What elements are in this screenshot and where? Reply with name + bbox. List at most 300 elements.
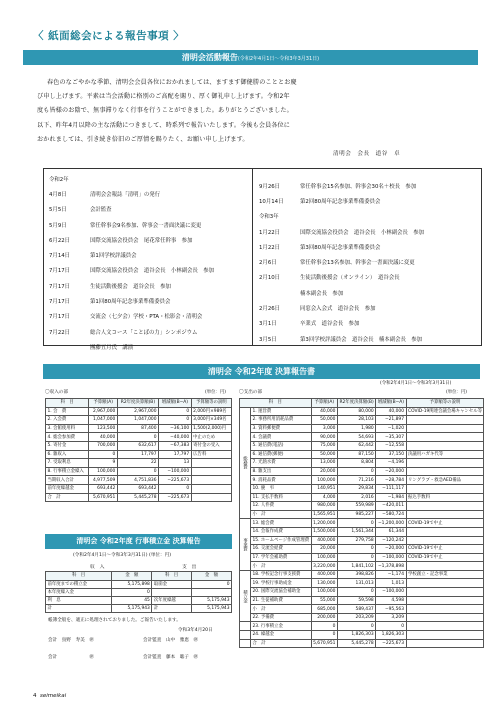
table-cell: 5,670,951 — [89, 493, 117, 502]
event-date: 5月5日 — [49, 207, 67, 214]
table-cell: 0 — [337, 553, 375, 562]
table-row — [240, 450, 484, 459]
event-date: 3月1日 — [259, 321, 277, 328]
event-text: 楠本副会長 参加 — [300, 290, 344, 297]
table-cell: 589,437 — [337, 605, 375, 614]
table-cell: 取崩金 — [152, 580, 192, 588]
table-cell — [406, 536, 484, 545]
table-cell — [406, 484, 484, 493]
col-header: 予算額等の説明 — [191, 399, 231, 408]
event-row — [44, 339, 252, 354]
table-cell: 398,826 — [337, 570, 375, 579]
table-cell: 5. 通信費(電話) — [251, 441, 312, 450]
table-cell: 17,797 — [117, 450, 158, 459]
event-date: 令和2年 — [49, 176, 69, 183]
table-cell: 7. 光熱水費 — [251, 459, 312, 468]
table-cell: −100,000 — [159, 467, 192, 476]
table-row — [240, 519, 484, 528]
table-cell: 1,841,102 — [337, 562, 375, 571]
event-row — [44, 247, 252, 262]
table-row — [46, 424, 232, 433]
table-cell: 59,598 — [337, 596, 375, 605]
table-cell: 11. 支払手数料 — [251, 493, 312, 502]
table-row — [46, 407, 232, 416]
table-row — [240, 493, 484, 502]
table-cell: 12. 人件費 — [251, 502, 312, 511]
event-date: 7月17日 — [49, 299, 71, 306]
table-cell: 5,445,278 — [117, 493, 158, 502]
col-header: 金 額 — [112, 572, 152, 581]
table-cell: 100,000 — [311, 476, 337, 485]
table-cell: 5,175,898 — [112, 580, 152, 588]
table-cell: リングラブ・救急AED備品 — [406, 476, 484, 485]
budget-bar — [43, 364, 480, 379]
expense-header-row — [240, 399, 484, 408]
table-cell — [406, 527, 484, 536]
table-row — [46, 580, 232, 588]
table-cell — [191, 493, 231, 502]
income-body — [46, 407, 232, 502]
events-timeline — [43, 168, 482, 351]
table-cell: COVID-19で中止 — [406, 553, 484, 562]
table-cell: 131,013 — [337, 579, 375, 588]
table-cell: 5. 寄付金 — [46, 441, 89, 450]
table-cell: 8. 雑支出 — [251, 467, 312, 476]
event-row — [254, 254, 480, 269]
table-cell: 0 — [191, 580, 231, 588]
activity-report-bar — [23, 50, 478, 65]
table-cell: 3. 資料郵便費 — [251, 424, 312, 433]
event-text: 総合人文コース「ことばの力」シンポジウム — [90, 329, 198, 336]
table-cell: COVID-19で中止 — [406, 519, 484, 528]
reserve-title: 清明会 令和2年度 行事積立金 決算報告 — [76, 537, 201, 545]
table-cell: 10. 慶 弔 — [251, 484, 312, 493]
event-row — [44, 232, 252, 247]
table-cell: 279,758 — [337, 536, 375, 545]
table-cell: 0 — [159, 416, 192, 425]
table-cell: 計 — [46, 605, 112, 613]
event-date: 3月5日 — [259, 336, 277, 343]
table-row — [46, 467, 232, 476]
table-cell: −20,000 — [376, 545, 406, 554]
table-cell: 寄付金の受入 — [191, 441, 231, 450]
table-cell: 2,000円×989名 — [191, 407, 231, 416]
table-cell: 20. 国際交流協会補助金 — [251, 588, 312, 597]
table-cell: 3,209 — [376, 613, 406, 622]
table-row — [240, 407, 484, 416]
table-cell — [406, 596, 484, 605]
table-cell: 0 — [117, 433, 158, 442]
col-header: 科 目 — [240, 399, 312, 408]
report-signer: 清明会 会長 道谷 卓 — [333, 151, 401, 157]
table-cell: 123,500 — [89, 424, 117, 433]
table-row — [240, 570, 484, 579]
event-date: 5月9日 — [49, 222, 67, 229]
table-cell: 1,047,000 — [89, 416, 117, 425]
activity-report-title: 清明会活動報告 — [181, 53, 238, 62]
table-cell: 90,000 — [311, 433, 337, 442]
table-cell: 17,797 — [159, 450, 192, 459]
table-cell — [406, 416, 484, 425]
table-row — [240, 424, 484, 433]
table-cell: 中止のため — [191, 433, 231, 442]
audit-signer: 会計 ㊞ — [48, 655, 94, 660]
table-cell: 2. 事務所用消耗品費 — [251, 416, 312, 425]
table-cell — [406, 631, 484, 640]
reserve-period: (令和2年4月1日〜令和3年3月31日) — [73, 553, 148, 558]
table-cell: 80,000 — [337, 407, 375, 416]
report-line: 以下、昨年4月以降の主な活動につきまして、時系列で報告いたします。今後も会員各位に — [37, 121, 291, 129]
table-cell: 5,445,278 — [337, 639, 375, 648]
event-row — [254, 239, 480, 254]
table-row — [240, 613, 484, 622]
table-cell: 1,047,000 — [117, 416, 158, 425]
table-cell — [191, 588, 231, 596]
table-cell: 19. 学校行事助成金 — [251, 579, 312, 588]
table-cell: −95,563 — [376, 605, 406, 614]
table-cell: COVID-19で中止 — [406, 545, 484, 554]
table-cell: 40,000 — [89, 433, 117, 442]
table-row — [46, 605, 232, 613]
table-row — [240, 510, 484, 519]
event-text: 第1回学校評議員会 — [90, 253, 137, 260]
event-date: 7月22日 — [49, 329, 71, 336]
table-row — [240, 588, 484, 597]
col-header: 金 額 — [191, 572, 231, 581]
table-cell: 985,227 — [337, 510, 375, 519]
events-right-column — [254, 178, 480, 346]
table-cell: 合 計 — [251, 639, 312, 648]
expense-body — [240, 407, 484, 648]
table-cell: 0 — [311, 622, 337, 631]
table-cell: 17. 学年会補助費 — [251, 553, 312, 562]
table-row — [240, 605, 484, 614]
table-cell: −100,000 — [376, 553, 406, 562]
expense-unit: (単位：円) — [446, 390, 467, 395]
event-row — [44, 202, 252, 217]
column-divider — [252, 169, 253, 345]
table-cell: 21. 生徒補助費 — [251, 596, 312, 605]
event-date: 7月17日 — [49, 283, 71, 290]
table-cell: 61,344 — [376, 527, 406, 536]
table-cell: 9. 消耗品費 — [251, 476, 312, 485]
table-row — [240, 579, 484, 588]
table-row — [46, 459, 232, 468]
event-text: 国際交流協会役員会 尾花常任幹事 参加 — [90, 237, 193, 244]
event-text: 常任幹事会13名参加、幹事会一書面決議に変更 — [300, 260, 415, 267]
activity-report-period: (令和2年4月1日〜令和3年3月31日) — [237, 56, 320, 62]
table-cell: −420,011 — [376, 502, 406, 511]
expense-title: 〇支出の部 — [239, 390, 262, 395]
table-cell: 75,000 — [311, 441, 337, 450]
table-row — [46, 476, 232, 485]
table-cell: 980,000 — [311, 502, 337, 511]
table-cell: 振込手数料 — [406, 493, 484, 502]
table-cell — [240, 639, 251, 648]
reserve-table — [45, 571, 232, 613]
table-cell: 9 — [89, 459, 117, 468]
table-cell: 23. 行事積立金 — [251, 622, 312, 631]
table-cell: 632,617 — [117, 441, 158, 450]
event-date: 6月22日 — [49, 237, 71, 244]
col-header: 増減額(B−A) — [377, 400, 404, 406]
table-cell: 計 — [152, 605, 192, 613]
table-cell: 1,561,344 — [337, 527, 375, 536]
table-cell — [406, 613, 484, 622]
table-cell: 100,000 — [311, 588, 337, 597]
table-cell: 5,670,951 — [313, 640, 336, 646]
table-cell: 前年度繰越金 — [46, 484, 89, 493]
event-row — [44, 186, 252, 201]
table-cell — [406, 510, 484, 519]
table-cell: −111,117 — [376, 484, 406, 493]
footer — [33, 693, 66, 699]
table-cell: 学校創立・記念事業 — [406, 570, 484, 579]
table-cell: 0 — [112, 588, 152, 596]
table-cell: 87,400 — [117, 424, 158, 433]
budget-period: (令和2年4月1日〜令和3年3月31日) — [380, 381, 452, 386]
activity-report-body — [37, 76, 475, 147]
table-cell: 71,216 — [337, 476, 375, 485]
table-cell: 55,000 — [311, 596, 337, 605]
income-header-row — [46, 399, 232, 408]
table-cell: 3,220,000 — [313, 563, 336, 569]
col-header: 科 目 — [46, 399, 89, 408]
table-row — [240, 536, 484, 545]
table-cell — [406, 588, 484, 597]
table-row — [46, 596, 232, 604]
table-cell: 20,000 — [311, 467, 337, 476]
table-cell: −1,174 — [376, 570, 406, 579]
reserve-unit: (単位：円) — [149, 553, 172, 558]
table-cell: 400,000 — [311, 570, 337, 579]
table-cell: −1,020 — [376, 424, 406, 433]
event-date: 1月22日 — [259, 244, 281, 251]
table-cell: 8. 行事積立金繰入 — [46, 467, 89, 476]
table-cell: 利 息 — [46, 596, 112, 604]
table-row — [240, 476, 484, 485]
table-cell — [406, 605, 484, 614]
table-cell: −120,242 — [376, 536, 406, 545]
event-row — [254, 270, 480, 285]
table-cell: 2. 入会費 — [46, 416, 89, 425]
col-header: 予算額(A) — [89, 399, 117, 408]
reserve-period-line — [73, 552, 171, 558]
income-title: 〇収入の部 — [45, 390, 68, 395]
event-date: 9月26日 — [259, 183, 281, 190]
table-cell: 1,013 — [376, 579, 406, 588]
table-cell: 15. ホームページ作成管理費 — [252, 537, 310, 543]
table-row — [240, 441, 484, 450]
table-cell: −12,558 — [376, 441, 406, 450]
table-cell: 40,000 — [376, 407, 406, 416]
event-text: 第2回80周年記念事業準備委員会 — [300, 198, 381, 205]
table-cell: −580,724 — [376, 510, 406, 519]
table-cell: 40,000 — [311, 407, 337, 416]
budget-title: 清明会 令和2年度 決算報告書 — [207, 367, 316, 376]
report-line: おかれましては、引き続き倍旧のご厚情を賜りたく、お願い申し上げます。 — [37, 135, 249, 143]
table-cell: 22 — [117, 459, 158, 468]
event-text: 卒業式 道谷会長 参加 — [300, 321, 360, 328]
event-date: 2月6日 — [259, 260, 277, 267]
table-row — [240, 484, 484, 493]
table-row — [46, 450, 232, 459]
table-cell: 13,000 — [311, 459, 337, 468]
table-cell: 13 — [159, 459, 192, 468]
table-row — [46, 416, 232, 425]
event-row — [44, 278, 252, 293]
table-cell: −21,897 — [376, 416, 406, 425]
event-text: 同窓会入会式 道谷会長 参加 — [300, 306, 376, 313]
table-cell: 24. 繰越金 — [251, 631, 312, 640]
event-row — [254, 178, 480, 193]
table-cell — [406, 433, 484, 442]
table-cell: 203,209 — [337, 613, 375, 622]
table-row — [240, 639, 484, 648]
event-text: 常任幹事会15名参加、幹事会30名＋校長 参加 — [300, 183, 417, 190]
table-cell: 1,500,000 — [313, 529, 336, 535]
table-cell: −67,383 — [159, 441, 192, 450]
table-cell: 1,826,303 — [376, 631, 406, 640]
expense-group-label: 積立金 — [240, 570, 251, 622]
table-cell: 広告料 — [191, 450, 231, 459]
table-cell: 5,175,943 — [191, 605, 231, 613]
table-cell: 62,442 — [337, 441, 375, 450]
table-row — [240, 596, 484, 605]
table-cell: 37,150 — [376, 450, 406, 459]
table-row — [240, 416, 484, 425]
event-date: 2月10日 — [259, 275, 281, 282]
table-cell: 693,442 — [117, 484, 158, 493]
table-cell: 6. 雑収入 — [46, 450, 89, 459]
table-cell: 0 — [376, 622, 406, 631]
reserve-expense-label: 支 出 — [182, 565, 197, 570]
expense-group-label: 総務費 — [240, 407, 251, 519]
income-unit: (単位：円) — [205, 390, 226, 395]
table-cell: 200,000 — [311, 613, 337, 622]
audit-signer: 会計監査 山中 雅恵 ㊞ — [143, 638, 199, 643]
table-cell: 小 計 — [251, 510, 312, 519]
event-row — [254, 300, 480, 315]
table-cell: 559,989 — [337, 502, 375, 511]
table-cell: 22. 予備費 — [251, 613, 312, 622]
table-row — [46, 588, 232, 596]
table-cell: 3,000 — [311, 424, 337, 433]
table-cell — [191, 467, 231, 476]
table-cell: −40,000 — [159, 433, 192, 442]
table-cell — [406, 424, 484, 433]
table-cell — [406, 459, 484, 468]
table-cell: 2,967,000 — [89, 407, 117, 416]
table-cell: 140,951 — [311, 484, 337, 493]
table-cell: 29,834 — [337, 484, 375, 493]
table-cell — [191, 459, 231, 468]
report-line: び申し上げます。平素は当会活動に格別のご高配を賜り、厚く御礼申し上げます。令和2年 — [37, 93, 290, 101]
table-cell: 1,200,000 — [313, 520, 336, 526]
table-row — [46, 484, 232, 493]
table-row — [240, 622, 484, 631]
table-cell: 6. 通信費(郵便) — [251, 450, 312, 459]
table-cell: −35,307 — [376, 433, 406, 442]
table-cell: 685,000 — [311, 605, 337, 614]
table-cell: −225,673 — [159, 476, 192, 485]
table-row — [240, 459, 484, 468]
reserve-income-label: 収 入 — [90, 565, 105, 570]
table-cell — [191, 476, 231, 485]
table-cell: 8,804 — [337, 459, 375, 468]
table-cell: 1. 会 費 — [46, 407, 89, 416]
table-cell: −225,673 — [376, 639, 406, 648]
table-row — [46, 493, 232, 502]
table-row — [240, 502, 484, 511]
table-cell: 3,000円×349名 — [191, 416, 231, 425]
col-header: 予算額(A) — [311, 399, 337, 408]
table-cell: 4,751,836 — [117, 476, 158, 485]
table-cell — [152, 588, 192, 596]
table-cell: 16. 交流会経費 — [251, 545, 312, 554]
event-text: 国際交流協会役員会 道谷会長 小林副会長 参加 — [300, 229, 424, 236]
table-cell: 13. 総会費 — [251, 519, 312, 528]
table-cell: 693,442 — [89, 484, 117, 493]
table-cell: 次年度繰越 — [152, 596, 192, 604]
col-header: 科 目 — [46, 572, 112, 581]
table-cell: COVID-19関連会議会場キャンセル等 — [408, 408, 482, 414]
table-cell: 4,000 — [311, 493, 337, 502]
col-header: R2年度決算額(B) — [117, 399, 158, 408]
table-row — [240, 467, 484, 476]
table-cell: 0 — [337, 519, 375, 528]
table-cell: −36,100 — [159, 424, 192, 433]
event-date: 令和3年 — [259, 214, 279, 221]
table-cell: −1,378,898 — [376, 562, 406, 571]
income-table — [45, 398, 232, 502]
table-cell: 2,967,000 — [117, 407, 158, 416]
table-cell: 7. 受取利息 — [46, 459, 89, 468]
audit-statement: 帳簿全般を、適正に処理されておりました。ご報告いたします。 — [48, 618, 181, 623]
event-row — [44, 217, 252, 232]
event-row — [254, 224, 480, 239]
table-cell: 2,016 — [337, 493, 375, 502]
event-row — [44, 263, 252, 278]
expense-table — [239, 398, 484, 648]
table-cell: 50,000 — [311, 450, 337, 459]
table-cell: −28,784 — [376, 476, 406, 485]
table-cell: 4. 会議費 — [251, 433, 312, 442]
table-cell: 50,000 — [311, 416, 337, 425]
event-text: 生徒活動後援会 道谷会長 参加 — [90, 283, 171, 290]
event-row — [44, 293, 252, 308]
event-row — [254, 193, 480, 208]
event-row — [44, 309, 252, 324]
table-cell: 0 — [337, 467, 375, 476]
col-header: 科 目 — [152, 572, 192, 581]
table-row — [240, 631, 484, 640]
table-cell: 700,000 — [89, 441, 117, 450]
table-cell: 0 — [337, 545, 375, 554]
event-row — [254, 331, 480, 346]
table-cell: 本年度繰入金 — [46, 588, 112, 596]
event-text: 生徒活動後援会（オンライン） 道谷会長 — [300, 275, 400, 282]
table-cell: 0 — [337, 588, 375, 597]
table-cell: 1,500(2,000)円 — [191, 424, 231, 433]
table-cell: −1,200,000 — [376, 519, 406, 528]
reserve-header-row — [46, 572, 232, 581]
footer-brand: seimeikai — [40, 693, 67, 699]
table-cell: 100,000 — [311, 553, 337, 562]
event-date: 7月14日 — [49, 253, 71, 260]
table-cell: −100,000 — [376, 588, 406, 597]
table-row — [240, 562, 484, 571]
